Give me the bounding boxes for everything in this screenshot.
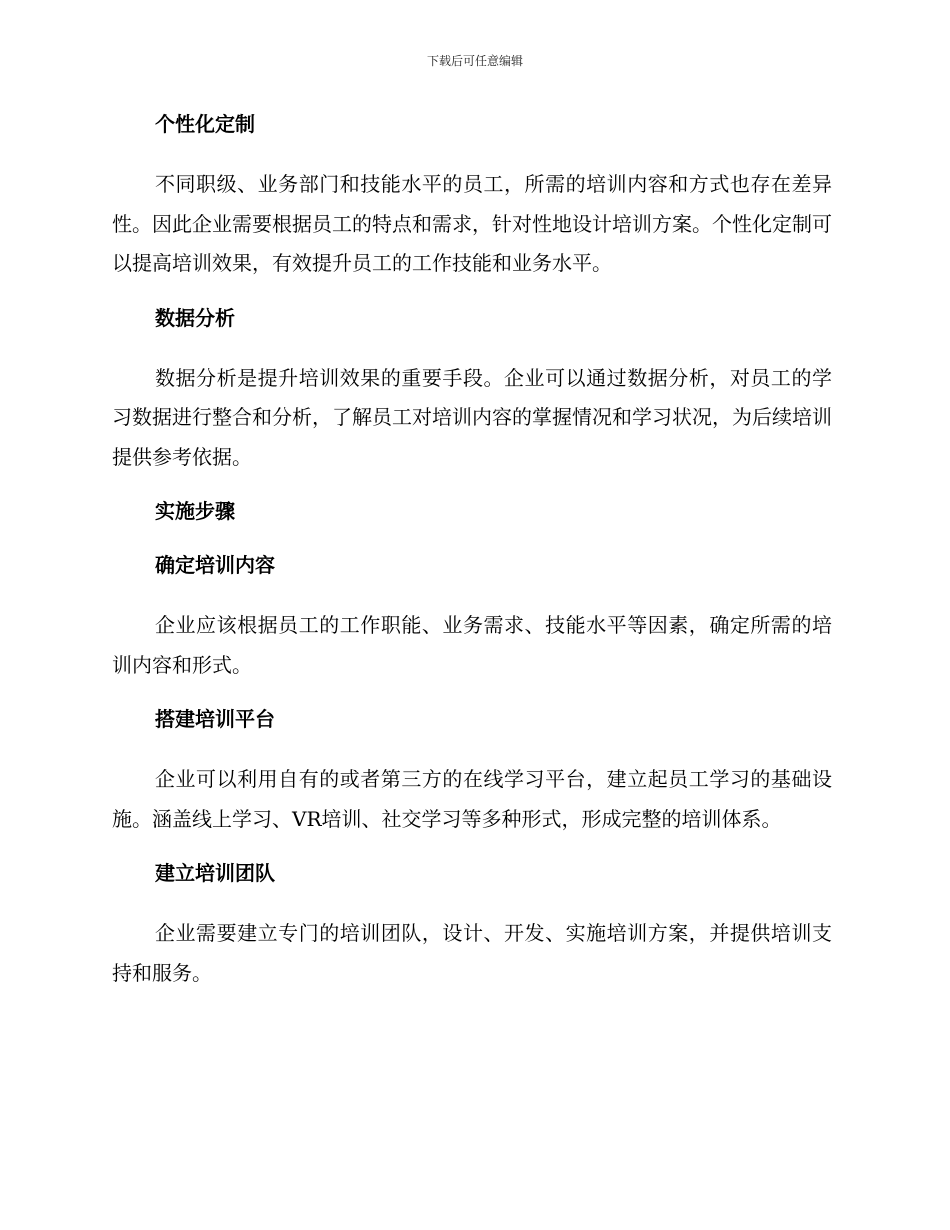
section-heading-training-team: 建立培训团队	[155, 861, 275, 885]
section-paragraph-personalization: 不同职级、业务部门和技能水平的员工，所需的培训内容和方式也存在差异性。因此企业需要根据员工的特点和需求，针对性地设计培训方案。个性化定制可以提高培训效果，有效提升员工的工作技能和业务水平。	[112, 172, 832, 275]
section-paragraph-training-team: 企业需要建立专门的培训团队，设计、开发、实施培训方案，并提供培训支持和服务。	[112, 921, 832, 985]
section-heading-implementation-steps: 实施步骤	[155, 499, 235, 523]
page-header-note: 下载后可任意编辑	[426, 54, 523, 68]
section-paragraph-data-analysis: 数据分析是提升培训效果的重要手段。企业可以通过数据分析，对员工的学习数据进行整合和分析，了解员工对培训内容的掌握情况和学习状况，为后续培训提供参考依据。	[112, 365, 832, 469]
section-paragraph-training-platform: 企业可以利用自有的或者第三方的在线学习平台，建立起员工学习的基础设施。涵盖线上学习、VR培训、社交学习等多种形式，形成完整的培训体系。	[112, 767, 832, 831]
section-heading-training-content: 确定培训内容	[155, 553, 275, 577]
section-paragraph-training-content: 企业应该根据员工的工作职能、业务需求、技能水平等因素，确定所需的培训内容和形式。	[112, 613, 832, 677]
section-heading-data-analysis: 数据分析	[155, 305, 235, 330]
section-heading-training-platform: 搭建培训平台	[155, 707, 275, 731]
document-body	[112, 110, 832, 993]
section-heading-personalization: 个性化定制	[155, 112, 255, 136]
